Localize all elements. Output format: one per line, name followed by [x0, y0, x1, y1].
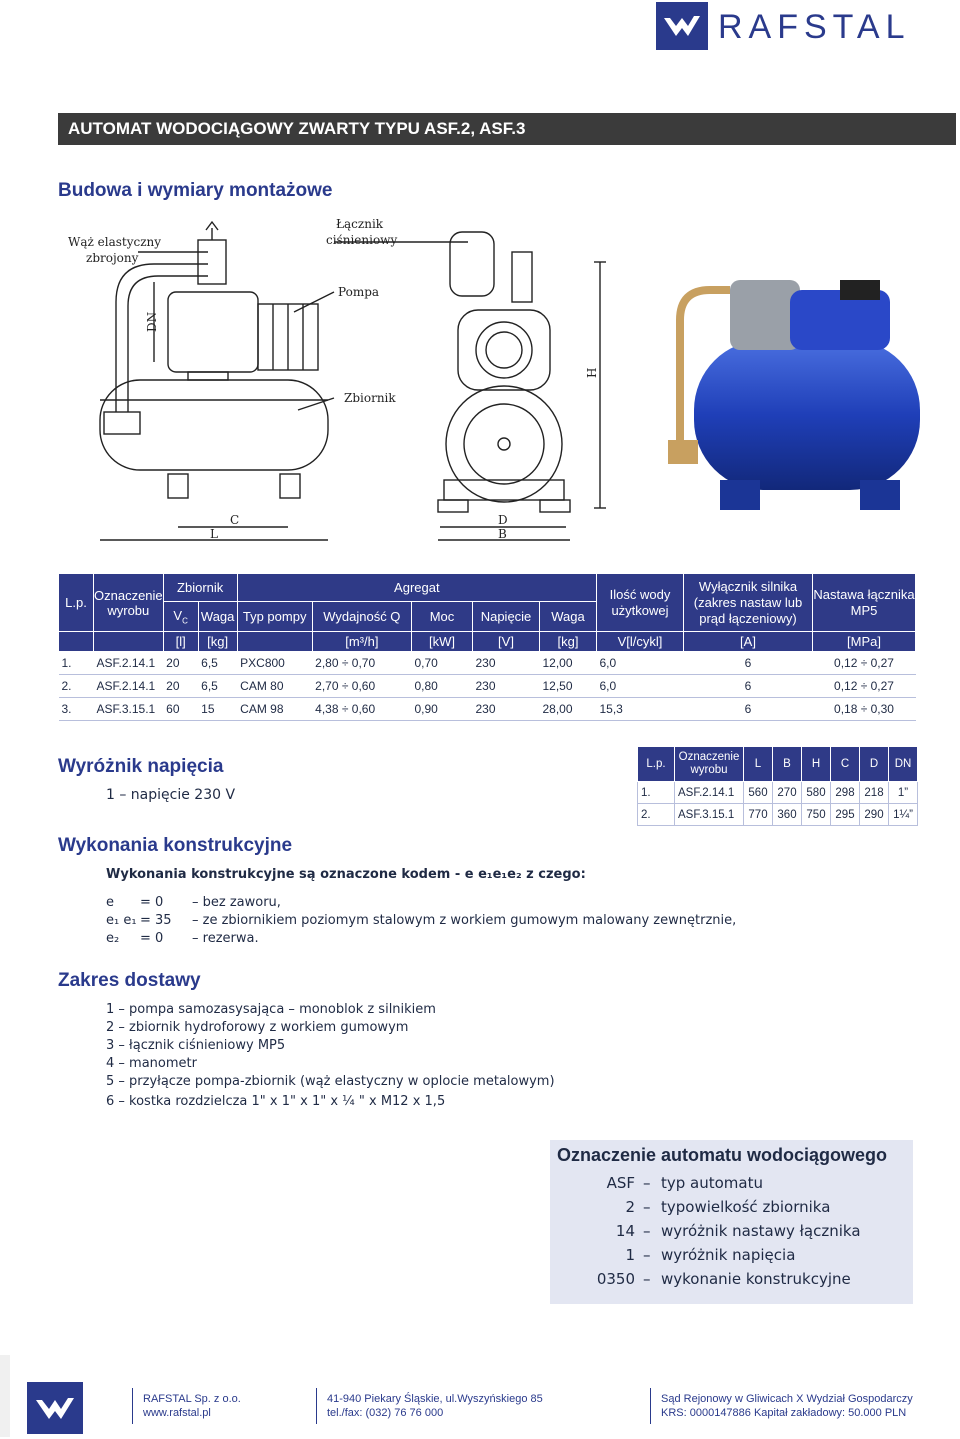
label-b: B — [498, 527, 507, 541]
label-hose-2: zbrojony — [86, 251, 139, 265]
footer-divider — [650, 1388, 651, 1424]
section-heading-delivery: Zakres dostawy — [58, 970, 201, 991]
dims-th-c: C — [831, 747, 860, 782]
table-row: 2. ASF.3.15.1 770 360 750 295 290 1¼” — [638, 804, 918, 826]
brand-name: RAFSTAL — [718, 8, 911, 46]
th-vc: $V_C$ — [163, 602, 198, 632]
footer-logo — [27, 1382, 83, 1434]
dims-th-dn: DN — [889, 747, 918, 782]
unit-vcykl: V[l/cykl] — [597, 632, 684, 652]
label-dn: DN — [145, 311, 159, 332]
code-row: 1 – wyróżnik napięcia — [625, 1246, 796, 1264]
label-h: H — [585, 367, 599, 378]
label-switch: Łącznik — [336, 217, 384, 231]
unit-mpa: [MPa] — [813, 632, 916, 652]
list-item: 6 – kostka rozdzielcza 1" x 1" x 1" x ¼ " x M12 x 1,5 — [106, 1094, 446, 1109]
table-row: 2. ASF.2.14.1 20 6,5 CAM 80 2,70 ÷ 0,60 0,80 230 12,50 6,0 6 0,12 ÷ 0,27 — [59, 675, 916, 698]
label-l: L — [210, 527, 218, 541]
th-zbiornik: Zbiornik — [163, 574, 237, 602]
th-ilosc: Ilość wody użytkowej — [597, 574, 684, 632]
th-ozn: Oznaczenie wyrobu — [94, 574, 164, 632]
label-switch-2: ciśnieniowy — [326, 233, 398, 247]
th-waga: Waga — [198, 602, 237, 632]
dims-th-lp: L.p. — [638, 747, 675, 782]
logo-icon — [656, 2, 708, 50]
th-moc: Moc — [412, 602, 473, 632]
footer-divider — [316, 1388, 317, 1424]
code-row: 2 – typowielkość zbiornika — [625, 1198, 831, 1216]
footer-website-link[interactable]: www.rafstal.pl — [143, 1407, 211, 1419]
label-pump: Pompa — [338, 285, 380, 299]
variants-intro: Wykonania konstrukcyjne są oznaczone kodem - e e₁e₁e₂ z czego: — [106, 867, 586, 882]
list-item: 3 – łącznik ciśnieniowy MP5 — [106, 1038, 286, 1053]
th-nap: Napięcie — [473, 602, 540, 632]
code-row: 0350 – wykonanie konstrukcyjne — [596, 1270, 851, 1288]
th-typ: Typ pompy — [237, 602, 312, 632]
variant-line-1: e = 0 – bez zaworu, — [106, 895, 281, 910]
footer-address: 41-940 Piekary Śląskie, ul.Wyszyńskiego 85 tel./fax: (032) 76 76 000 — [327, 1393, 543, 1419]
unit-l: [l] — [163, 632, 198, 652]
dims-table — [637, 746, 918, 826]
list-item: 2 – zbiornik hydroforowy z workiem gumowym — [106, 1020, 409, 1035]
code-title: Oznaczenie automatu wodociągowego — [557, 1145, 888, 1165]
variant-line-2: e₁ e₁ = 35 – ze zbiornikiem poziomym stalowym z workiem gumowym malowany zewnętrznie, — [106, 913, 737, 928]
variant-line-3: e₂ = 0 – rezerwa. — [106, 931, 259, 946]
table-row: 3. ASF.3.15.1 60 15 CAM 98 4,38 ÷ 0,60 0,90 230 28,00 15,3 6 0,18 ÷ 0,30 — [59, 698, 916, 721]
dims-th-h: H — [802, 747, 831, 782]
table-row: 1. ASF.2.14.1 560 270 580 298 218 1” — [638, 782, 918, 804]
dims-th-l: L — [744, 747, 773, 782]
unit-kg: [kg] — [198, 632, 237, 652]
section-heading-voltage: Wyróżnik napięcia — [58, 756, 224, 777]
code-row: 14 – wyróżnik nastawy łącznika — [615, 1222, 861, 1240]
voltage-line: 1 – napięcie 230 V — [106, 787, 236, 803]
dims-th-d: D — [860, 747, 889, 782]
product-photo — [660, 240, 930, 540]
list-item: 4 – manometr — [106, 1056, 197, 1071]
label-d: D — [498, 513, 508, 527]
th-wylacznik: Wyłącznik silnika (zakres nastaw lub prąd łączeniowy) — [684, 574, 813, 632]
unit-m3h: [m³/h] — [312, 632, 411, 652]
dims-th-ozn: Oznaczenie wyrobu — [675, 747, 744, 782]
brand-logo-mark — [656, 2, 708, 50]
footer-company: RAFSTAL Sp. z o.o. www.rafstal.pl — [143, 1393, 241, 1419]
table-row: 1. ASF.2.14.1 20 6,5 PXC800 2,80 ÷ 0,70 0,70 230 12,00 6,0 6 0,12 ÷ 0,27 — [59, 652, 916, 675]
unit-kw: [kW] — [412, 632, 473, 652]
th-wyd: Wydajność Q — [312, 602, 411, 632]
unit-kg2: [kg] — [540, 632, 597, 652]
section-heading-variants: Wykonania konstrukcyjne — [58, 835, 293, 856]
page-title: AUTOMAT WODOCIĄGOWY ZWARTY TYPU ASF.2, ASF.3 — [58, 113, 956, 145]
dims-th-b: B — [773, 747, 802, 782]
label-tank: Zbiornik — [344, 391, 396, 405]
technical-drawing — [58, 212, 618, 552]
list-item: 1 – pompa samozasysająca – monoblok z silnikiem — [106, 1002, 436, 1017]
th-lp: L.p. — [59, 574, 94, 632]
footer-divider — [132, 1388, 133, 1424]
spec-table — [58, 573, 916, 721]
list-item: 5 – przyłącze pompa-zbiornik (wąż elastyczny w oplocie metalowym) — [106, 1074, 555, 1089]
th-waga2: Waga — [540, 602, 597, 632]
logo-icon — [27, 1382, 83, 1434]
section-heading-build: Budowa i wymiary montażowe — [58, 180, 333, 201]
th-nastawa: Nastawa łącznika MP5 — [813, 574, 916, 632]
unit-a: [A] — [684, 632, 813, 652]
label-c: C — [230, 513, 240, 527]
th-agregat: Agregat — [237, 574, 596, 602]
unit-v: [V] — [473, 632, 540, 652]
footer-strip — [0, 1355, 10, 1437]
code-row: ASF – typ automatu — [606, 1174, 763, 1192]
footer-registry: Sąd Rejonowy w Gliwicach X Wydział Gospodarczy KRS: 0000147886 Kapitał zakładowy: 50.000 PLN — [661, 1393, 913, 1419]
label-hose: Wąż elastyczny — [68, 235, 162, 249]
